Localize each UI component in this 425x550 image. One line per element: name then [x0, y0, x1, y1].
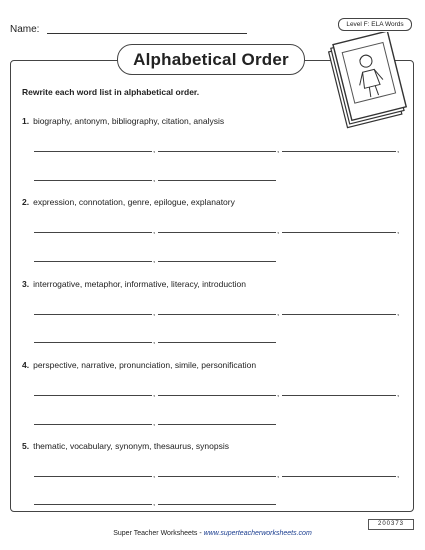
comma: ,	[153, 498, 156, 507]
footer	[0, 530, 425, 537]
answer-line[interactable]	[34, 232, 152, 233]
comma: ,	[153, 226, 156, 235]
comma: ,	[153, 470, 156, 479]
comma: ,	[277, 308, 280, 317]
question-2	[22, 197, 235, 207]
comma: ,	[153, 418, 156, 427]
answer-line[interactable]	[34, 476, 152, 477]
answer-line[interactable]	[158, 476, 276, 477]
answer-line[interactable]	[158, 504, 276, 505]
name-line[interactable]	[47, 33, 247, 34]
comma: ,	[277, 470, 280, 479]
answer-line[interactable]	[282, 476, 396, 477]
answer-line[interactable]	[158, 314, 276, 315]
question-4	[22, 360, 256, 370]
question-5	[22, 441, 229, 451]
answer-line[interactable]	[34, 261, 152, 262]
question-number: 1.	[22, 116, 30, 126]
instructions: Rewrite each word list in alphabetical order.	[22, 87, 200, 97]
word-list: biography, antonym, bibliography, citation, analysis	[33, 116, 225, 126]
answer-line[interactable]	[34, 314, 152, 315]
comma: ,	[153, 308, 156, 317]
answer-line[interactable]	[34, 504, 152, 505]
question-number: 4.	[22, 360, 30, 370]
answer-line[interactable]	[34, 180, 152, 181]
comma: ,	[397, 226, 400, 235]
answer-line[interactable]	[282, 395, 396, 396]
question-1	[22, 116, 224, 126]
answer-line[interactable]	[34, 342, 152, 343]
answer-line[interactable]	[282, 232, 396, 233]
comma: ,	[397, 145, 400, 154]
answer-line[interactable]	[158, 424, 276, 425]
answer-line[interactable]	[158, 395, 276, 396]
worksheet-code: 200373	[368, 519, 414, 530]
comma: ,	[153, 336, 156, 345]
answer-line[interactable]	[34, 395, 152, 396]
footer-link[interactable]: www.superteacherworksheets.com	[203, 530, 312, 537]
answer-line[interactable]	[158, 261, 276, 262]
comma: ,	[397, 470, 400, 479]
comma: ,	[153, 174, 156, 183]
answer-line[interactable]	[282, 151, 396, 152]
page-title: Alphabetical Order	[117, 44, 305, 75]
answer-line[interactable]	[34, 424, 152, 425]
comma: ,	[153, 389, 156, 398]
comma: ,	[277, 145, 280, 154]
answer-line[interactable]	[34, 151, 152, 152]
question-3	[22, 279, 246, 289]
word-list: thematic, vocabulary, synonym, thesaurus, synopsis	[33, 441, 229, 451]
word-list: interrogative, metaphor, informative, literacy, introduction	[33, 279, 247, 289]
comma: ,	[277, 226, 280, 235]
answer-line[interactable]	[158, 180, 276, 181]
question-number: 5.	[22, 441, 30, 451]
book-illustration-icon	[323, 32, 407, 132]
answer-line[interactable]	[282, 314, 396, 315]
comma: ,	[397, 389, 400, 398]
comma: ,	[153, 145, 156, 154]
question-number: 3.	[22, 279, 30, 289]
comma: ,	[153, 255, 156, 264]
answer-line[interactable]	[158, 342, 276, 343]
comma: ,	[397, 308, 400, 317]
answer-line[interactable]	[158, 232, 276, 233]
word-list: expression, connotation, genre, epilogue, explanatory	[33, 197, 235, 207]
comma: ,	[277, 389, 280, 398]
answer-line[interactable]	[158, 151, 276, 152]
name-label: Name:	[10, 24, 40, 35]
footer-site-name: Super Teacher Worksheets -	[113, 530, 204, 537]
question-number: 2.	[22, 197, 30, 207]
level-badge: Level F: ELA Words	[338, 18, 412, 31]
word-list: perspective, narrative, pronunciation, simile, personification	[33, 360, 257, 370]
